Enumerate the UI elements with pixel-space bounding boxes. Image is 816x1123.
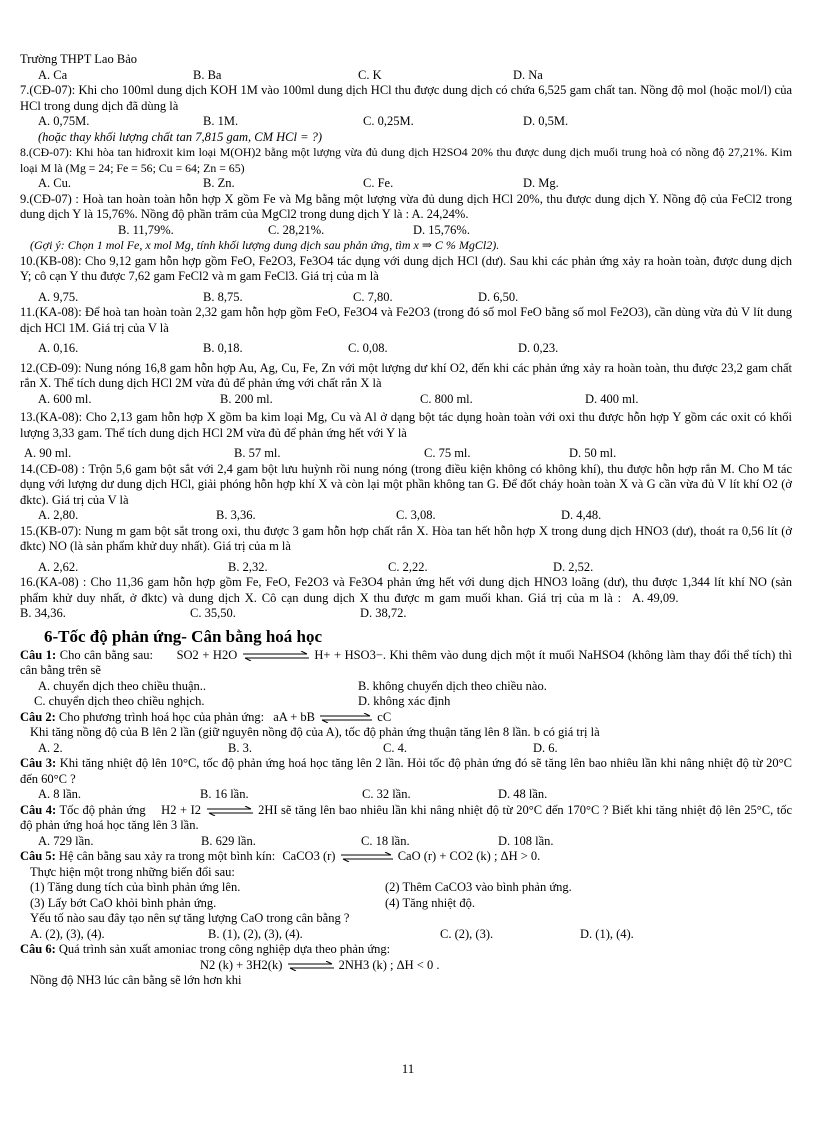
q12-options [20, 392, 792, 408]
q7-options [20, 114, 792, 130]
option: D. 6. [533, 740, 558, 755]
cau-5 [20, 849, 792, 865]
equilibrium-arrow-icon [339, 852, 395, 862]
cau-2 [20, 710, 792, 726]
cau-1-options-row-1 [20, 679, 792, 695]
cau-6-equation [20, 958, 792, 974]
option: D. (1), (4). [580, 926, 634, 941]
equation-left: CaCO3 (r) [282, 849, 336, 863]
option: B. 57 ml. [234, 446, 281, 460]
cau-4-text-2: 2HI sẽ tăng lên bao nhiêu lần khi nâng nhiệt độ từ 20°C đến 170°C ? Biết khi tăng nhiệt độ lên 25°C, tốc độ phản ứng hoá học tăng lên 3 lần. [20, 802, 793, 832]
equation-left: N2 (k) + 3H2(k) [200, 957, 283, 972]
cau-label: Câu 3: [20, 756, 57, 770]
cau-1-text-2: Khi thêm vào dung dịch một ít muối NaHSO4 (không làm thay đổi thể tích) thì cân bằng trên sẽ [20, 647, 792, 677]
cau-6-text-2: Nồng độ NH3 lúc cân bằng sẽ lớn hơn khi [30, 973, 242, 987]
option: D. 38,72. [360, 606, 407, 620]
option: D. Mg. [523, 176, 559, 190]
q9-text: 9.(CĐ-07) : Hoà tan hoàn toàn hỗn hợp X gồm Fe và Mg bằng một lượng vừa đủ dung dịch HCl 20%, thu được dung dịch Y. Nồng độ của FeCl2 trong dung dịch Y là 15,76%. Nồng độ phần trăm của MgCl2 trong dung dịch Y là : [20, 191, 792, 221]
option: A. (2), (3), (4). [30, 926, 105, 941]
option: C. 4. [383, 740, 407, 755]
cau-6-text: Quá trình sản xuất amoniac trong công nghiệp dựa theo phản ứng: [58, 942, 391, 956]
option: C. K [358, 67, 382, 82]
option: A. Cu. [38, 176, 71, 190]
cau-5-items-row-1 [20, 880, 792, 896]
option: B. Zn. [203, 176, 235, 190]
option: B. Ba [193, 67, 222, 82]
question-15: 15.(KB-07): Nung m gam bột sắt trong oxi, thu được 3 gam hỗn hợp chất rắn X. Hòa tan hết hỗn hợp X trong dung dịch HNO3 (dư), thoát ra 0,56 lít (ở đktc) NO (là sản phẩm khử duy nhất). Giá trị của m là [20, 523, 792, 553]
option: D. 50 ml. [569, 446, 617, 460]
option: B. 34,36. [20, 606, 66, 620]
cau-5-text-2: Thực hiện một trong những biến đổi sau: [30, 864, 235, 879]
equation-right: H+ + HSO3−. [314, 647, 386, 662]
option: A. 90 ml. [24, 446, 72, 460]
option: C. 35,50. [190, 606, 236, 620]
cau-3-text: Khi tăng nhiệt độ lên 10°C, tốc độ phản ứng hoá học tăng lên 2 lần. Hỏi tốc độ phản ứng đó sẽ tăng lên bao nhiêu lần khi nâng nhiệt độ từ 20°C đến 60°C ? [20, 756, 792, 786]
cau-label: Câu 2: [20, 709, 56, 724]
q14-options [20, 508, 792, 524]
list-item: (3) Lấy bớt CaO khỏi bình phản ứng. [30, 895, 217, 910]
option: D. 400 ml. [585, 391, 639, 406]
equation-left: SO2 + H2O [176, 647, 238, 662]
cau-3 [20, 756, 792, 787]
option: A. 0,75M. [38, 114, 90, 128]
cau-4-text: Tốc độ phản ứng [59, 802, 146, 817]
option: B. 3. [228, 740, 252, 755]
cau-label: Câu 5: [20, 849, 56, 863]
option: D. 0,5M. [523, 114, 569, 128]
option: D. không xác định [358, 694, 451, 708]
option: A. 24,24%. [411, 207, 469, 221]
question-8: 8.(CĐ-07): Khi hòa tan hiđroxit kim loại M(OH)2 bằng một lượng vừa đủ dung dịch H2SO4 20% thu được dung dịch muối trung hoà có nồng độ 27,21%. Kim loại M là (Mg = 24; Fe = 56; Cu = 64; Zn = 65) [20, 145, 792, 175]
option: C. 28,21%. [268, 222, 325, 237]
option: B. 200 ml. [220, 391, 273, 406]
cau-5-text: Hệ cân bằng sau xảy ra trong một bình kín: [58, 849, 276, 863]
option: A. 49,09. [632, 590, 679, 605]
cau-1-options-row-2 [20, 694, 792, 710]
option: B. 1M. [203, 114, 239, 128]
option: C. (2), (3). [440, 926, 494, 941]
equilibrium-arrow-icon [241, 651, 311, 661]
option: D. 48 lần. [498, 787, 548, 801]
option: D. Na [513, 67, 543, 82]
option: C. Fe. [363, 176, 394, 190]
equation-left: H2 + I2 [161, 802, 201, 817]
option: C. 800 ml. [420, 391, 473, 406]
option: A. Ca [38, 67, 68, 82]
equation-right: 2NH3 (k) ; ΔH < 0 . [338, 957, 440, 972]
equation-left: aA + bB [273, 709, 316, 724]
option: C. 7,80. [353, 289, 393, 304]
q7-note: (hoặc thay khối lượng chất tan 7,815 gam, CM HCl = ?) [38, 129, 323, 144]
option: C. 32 lần. [362, 787, 411, 801]
cau-2-options [20, 741, 792, 757]
question-16 [20, 575, 792, 622]
question-11: 11.(KA-08): Để hoà tan hoàn toàn 2,32 gam hỗn hợp gồm FeO, Fe3O4 và Fe2O3 (trong đó số mol FeO bằng số mol Fe2O3), cần dùng vừa đủ V lít dung dịch HCl 1M. Giá trị của V là [20, 305, 792, 335]
option: A. 2. [38, 740, 63, 755]
equilibrium-arrow-icon [286, 961, 336, 971]
cau-4-options [20, 834, 792, 850]
option: C. 18 lần. [361, 833, 410, 848]
list-item: (2) Thêm CaCO3 vào bình phản ứng. [385, 880, 572, 894]
equilibrium-arrow-icon [318, 713, 374, 723]
option: B. 16 lần. [200, 787, 249, 801]
option: D. 108 lần. [498, 833, 554, 848]
option: C. 0,25M. [363, 114, 414, 128]
question-9 [20, 192, 792, 223]
option: B. 8,75. [203, 289, 243, 304]
cau-6 [20, 942, 792, 958]
q6-options [20, 68, 792, 84]
page-number: 11 [401, 1061, 415, 1076]
q16-text: 16.(KA-08) : Cho 11,36 gam hỗn hợp gồm Fe, FeO, Fe2O3 và Fe3O4 phản ứng hết với dung dịch HNO3 loãng (dư), thu được 1,344 lít khí NO (sản phẩm khử duy nhất, ở đktc) và dung dịch X. Cô cạn dung dịch X thu được m gam muối khan. Giá trị của m là : [20, 575, 792, 605]
option: A. 0,16. [38, 341, 79, 355]
option: B. 3,36. [216, 508, 256, 522]
option: C. chuyển dịch theo chiều nghịch. [34, 694, 205, 708]
q13-options [20, 446, 792, 462]
question-7: 7.(CĐ-07): Khi cho 100ml dung dịch KOH 1M vào 100ml dung dịch HCl thu được dung dịch có chứa 6,525 gam chất tan. Nồng độ mol (hoặc mol/l) của HCl trong dung dịch đã dùng là [20, 83, 792, 113]
cau-5-items-row-2 [20, 896, 792, 912]
option: A. chuyển dịch theo chiều thuận.. [38, 678, 207, 693]
option: B. 0,18. [203, 341, 243, 355]
question-12: 12.(CĐ-09): Nung nóng 16,8 gam hỗn hợp Au, Ag, Cu, Fe, Zn với một lượng dư khí O2, đến khi các phản ứng xảy ra hoàn toàn, thu được 23,2 gam chất rắn X. Thể tích dung dịch HCl 2M vừa đủ để phản ứng với chất rắn X là [20, 360, 792, 390]
cau-5-text-3: Yếu tố nào sau đây tạo nên sự tăng lượng CaO trong cân bằng ? [30, 911, 350, 925]
cau-2-text: Cho phương trình hoá học của phản ứng: [58, 709, 265, 724]
equilibrium-arrow-icon [205, 806, 255, 816]
option: B. 2,32. [228, 559, 268, 574]
document-page [20, 52, 792, 989]
option: B. không chuyển dịch theo chiều nào. [358, 678, 547, 693]
header-school: Trường THPT Lao Bảo [20, 52, 137, 66]
question-10: 10.(KB-08): Cho 9,12 gam hỗn hợp gồm FeO, Fe2O3, Fe3O4 tác dụng với dung dịch HCl (dư). Sau khi các phản ứng xảy ra hoàn toàn, được dung dịch Y; cô cạn Y thu được 7,62 gam FeCl2 và m gam FeCl3. Giá trị của m là [20, 253, 792, 283]
list-item: (4) Tăng nhiệt độ. [385, 895, 476, 910]
question-14: 14.(CĐ-08) : Trộn 5,6 gam bột sắt với 2,4 gam bột lưu huỳnh rồi nung nóng (trong điều kiện không có không khí), thu được hỗn hợp rắn M. Cho M tác dụng với lượng dư dung dịch HCl, giải phóng hỗn hợp khí X và còn lại một phần không tan G. Để đốt cháy hoàn toàn X và G cần vừa đủ V lít khí O2 (ở đktc). Giá trị của V là [20, 461, 792, 507]
option: C. 75 ml. [424, 446, 471, 460]
cau-2-text-2: Khi tăng nồng độ của B lên 2 lần (giữ nguyên nồng độ của A), tốc độ phản ứng thuận tăng lên 8 lần. b có giá trị là [30, 725, 600, 739]
option: A. 729 lần. [38, 833, 94, 848]
option: D. 4,48. [561, 508, 602, 522]
option: A. 8 lần. [38, 787, 82, 801]
cau-label: Câu 6: [20, 942, 56, 956]
q11-options [20, 341, 792, 357]
option: D. 15,76%. [413, 222, 470, 237]
option: D. 2,52. [553, 559, 594, 574]
q15-options [20, 560, 792, 576]
option: C. 2,22. [388, 559, 428, 574]
option: B. (1), (2), (3), (4). [208, 926, 303, 941]
option: C. 3,08. [396, 508, 436, 522]
q9-hint: (Gợi ý: Chọn 1 mol Fe, x mol Mg, tính khối lượng dung dịch sau phản ứng, tìm x ⇒ C % MgCl2). [30, 238, 500, 252]
option: A. 600 ml. [38, 391, 92, 406]
option: B. 11,79%. [118, 222, 174, 237]
cau-4 [20, 803, 792, 834]
cau-label: Câu 1: [20, 647, 57, 662]
cau-1 [20, 648, 792, 679]
cau-3-options [20, 787, 792, 803]
option: A. 2,62. [38, 559, 79, 574]
question-13: 13.(KA-08): Cho 2,13 gam hỗn hợp X gồm ba kim loại Mg, Cu và Al ở dạng bột tác dụng hoàn toàn với oxi thu được hỗn hợp Y gồm các oxit có khối lượng 3,33 gam. Thể tích dung dịch HCl 2M vừa đủ để phản ứng hết với Y là [20, 410, 792, 440]
option: A. 9,75. [38, 289, 79, 304]
equation-right: cC [377, 709, 392, 724]
cau-label: Câu 4: [20, 802, 57, 817]
cau-5-options [20, 927, 792, 943]
option: C. 0,08. [348, 341, 388, 355]
option: D. 6,50. [478, 289, 519, 304]
list-item: (1) Tăng dung tích của bình phản ứng lên. [30, 880, 241, 894]
q10-options [20, 290, 792, 306]
section-title: 6-Tốc độ phản ứng- Cân bằng hoá học [44, 626, 323, 646]
q9-options [20, 223, 792, 239]
option: A. 2,80. [38, 508, 79, 522]
cau-1-text: Cho cân bằng sau: [59, 647, 154, 662]
equation-right: CaO (r) + CO2 (k) ; ΔH > 0. [397, 849, 541, 863]
q8-options [20, 176, 792, 192]
option: D. 0,23. [518, 341, 559, 355]
option: B. 629 lần. [201, 833, 256, 848]
